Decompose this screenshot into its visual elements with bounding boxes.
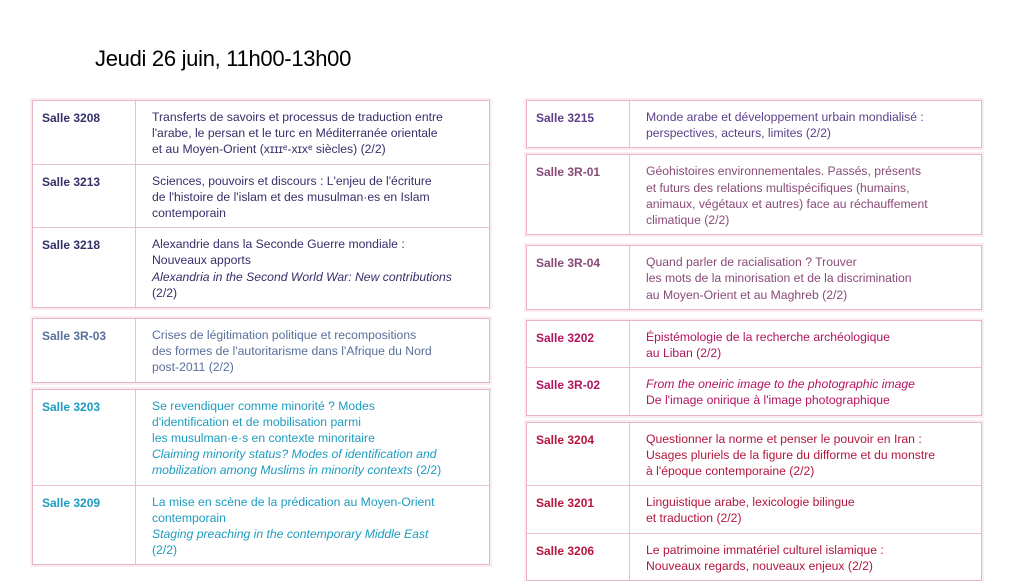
session-description [136,486,489,565]
session-row [33,486,489,565]
room-label: Salle 3218 [33,228,136,307]
session-line-english: From the oneiric image to the photographic image [646,377,915,392]
session-line: Épistémologie de la recherche archéologique [646,329,890,344]
session-line: Questionner la norme et penser le pouvoir en Iran : [646,431,922,446]
session-line: Transferts de savoirs et processus de traduction entre [152,110,443,124]
session-line: animaux, végétaux et autres) face au réchauffement [646,196,928,211]
session-block [526,422,982,581]
session-block [526,100,982,148]
room-label: Salle 3203 [33,390,136,485]
session-row [527,101,981,147]
session-line: et futurs des relations multispécifiques (humains, [646,180,910,195]
session-row [527,423,981,487]
page-title: Jeudi 26 juin, 11h00-13h00 [95,46,352,71]
session-line: (2/2) [152,285,178,300]
session-line: des formes de l'autoritarisme dans l'Afrique du Nord [152,344,432,359]
session-line: Usages pluriels de la figure du difforme et du monstre [646,447,936,462]
room-label: Salle 3204 [527,423,630,486]
session-line-english: Claiming minority status? Modes of identification and [152,447,437,462]
room-label: Salle 3215 [527,101,630,147]
session-description [630,321,981,367]
session-line: De l'image onirique à l'image photographique [646,393,890,408]
session-line: et au Moyen-Orient (xɪɪɪᵉ-xɪxᵉ siècles) (2/2) [152,142,386,157]
session-row [527,368,981,414]
session-row [33,165,489,229]
session-line: Crises de légitimation politique et recompositions [152,328,417,343]
session-row [527,534,981,580]
session-block [32,389,490,566]
room-label: Salle 3206 [527,534,630,580]
room-label: Salle 3213 [33,165,136,228]
session-line-english: Alexandria in the Second World War: New contributions [152,269,452,284]
session-line: Linguistique arabe, lexicologie bilingue [646,495,855,510]
session-block [526,154,982,235]
session-line: au Moyen-Orient et au Maghreb (2/2) [646,287,848,302]
session-part: (2/2) [412,463,442,478]
session-line: les mots de la minorisation et de la discrimination [646,271,912,286]
session-description [630,101,981,147]
session-line: Le patrimoine immatériel culturel islamique : [646,542,884,557]
session-line: contemporain [152,206,226,221]
session-description [136,390,489,485]
session-line: Nouveaux regards, nouveaux enjeux (2/2) [646,558,873,573]
session-line: Géohistoires environnementales. Passés, présents [646,164,922,179]
session-description [136,165,489,228]
session-line: Nouveaux apports [152,253,251,268]
session-line: d'identification et de mobilisation parmi [152,414,361,429]
session-line-english: Staging preaching in the contemporary Middle East [152,527,429,542]
room-label: Salle 3R-01 [527,155,630,234]
session-line: Se revendiquer comme minorité ? Modes [152,398,375,413]
session-block [526,245,982,310]
session-line: Sciences, pouvoirs et discours : L'enjeu de l'écriture [152,173,432,188]
session-row [33,390,489,486]
session-description [630,534,981,580]
room-label: Salle 3R-03 [33,319,136,382]
session-row [33,101,489,165]
room-label: Salle 3201 [527,486,630,532]
session-description [630,486,981,532]
session-block [32,318,490,383]
session-line: de l'histoire de l'islam et des musulman·es en Islam [152,189,430,204]
session-line: Quand parler de racialisation ? Trouver [646,255,857,270]
session-description [630,246,981,309]
session-row [33,319,489,382]
left-column [32,100,490,565]
session-line: Alexandrie dans la Seconde Guerre mondiale : [152,237,405,252]
session-row [527,155,981,234]
session-description [630,368,981,414]
session-line: Monde arabe et développement urbain mondialisé : [646,110,924,124]
room-label: Salle 3209 [33,486,136,565]
session-description [136,101,489,164]
session-description [136,319,489,382]
session-line: au Liban (2/2) [646,346,722,361]
session-row [527,321,981,368]
session-line: post-2011 (2/2) [152,360,234,375]
room-label: Salle 3R-04 [527,246,630,309]
session-description [136,228,489,307]
session-line: La mise en scène de la prédication au Moyen-Orient [152,494,435,509]
room-label: Salle 3R-02 [527,368,630,414]
session-row [527,246,981,309]
session-line: l'arabe, le persan et le turc en Méditerranée orientale [152,126,438,141]
session-line: climatique (2/2) [646,213,730,228]
right-column [526,100,982,581]
room-label: Salle 3208 [33,101,136,164]
session-line: les musulman·e·s en contexte minoritaire [152,431,375,446]
session-row [33,228,489,307]
session-block [526,320,982,416]
session-row [527,486,981,533]
session-line: (2/2) [152,543,178,558]
session-line: contemporain [152,510,226,525]
session-description [630,155,981,234]
session-description [630,423,981,486]
room-label: Salle 3202 [527,321,630,367]
session-line: à l'époque contemporaine (2/2) [646,464,815,479]
session-line-english: mobilization among Muslims in minority contexts [152,463,413,478]
session-block [32,100,490,308]
session-line: et traduction (2/2) [646,511,742,526]
session-line: perspectives, acteurs, limites (2/2) [646,126,831,141]
